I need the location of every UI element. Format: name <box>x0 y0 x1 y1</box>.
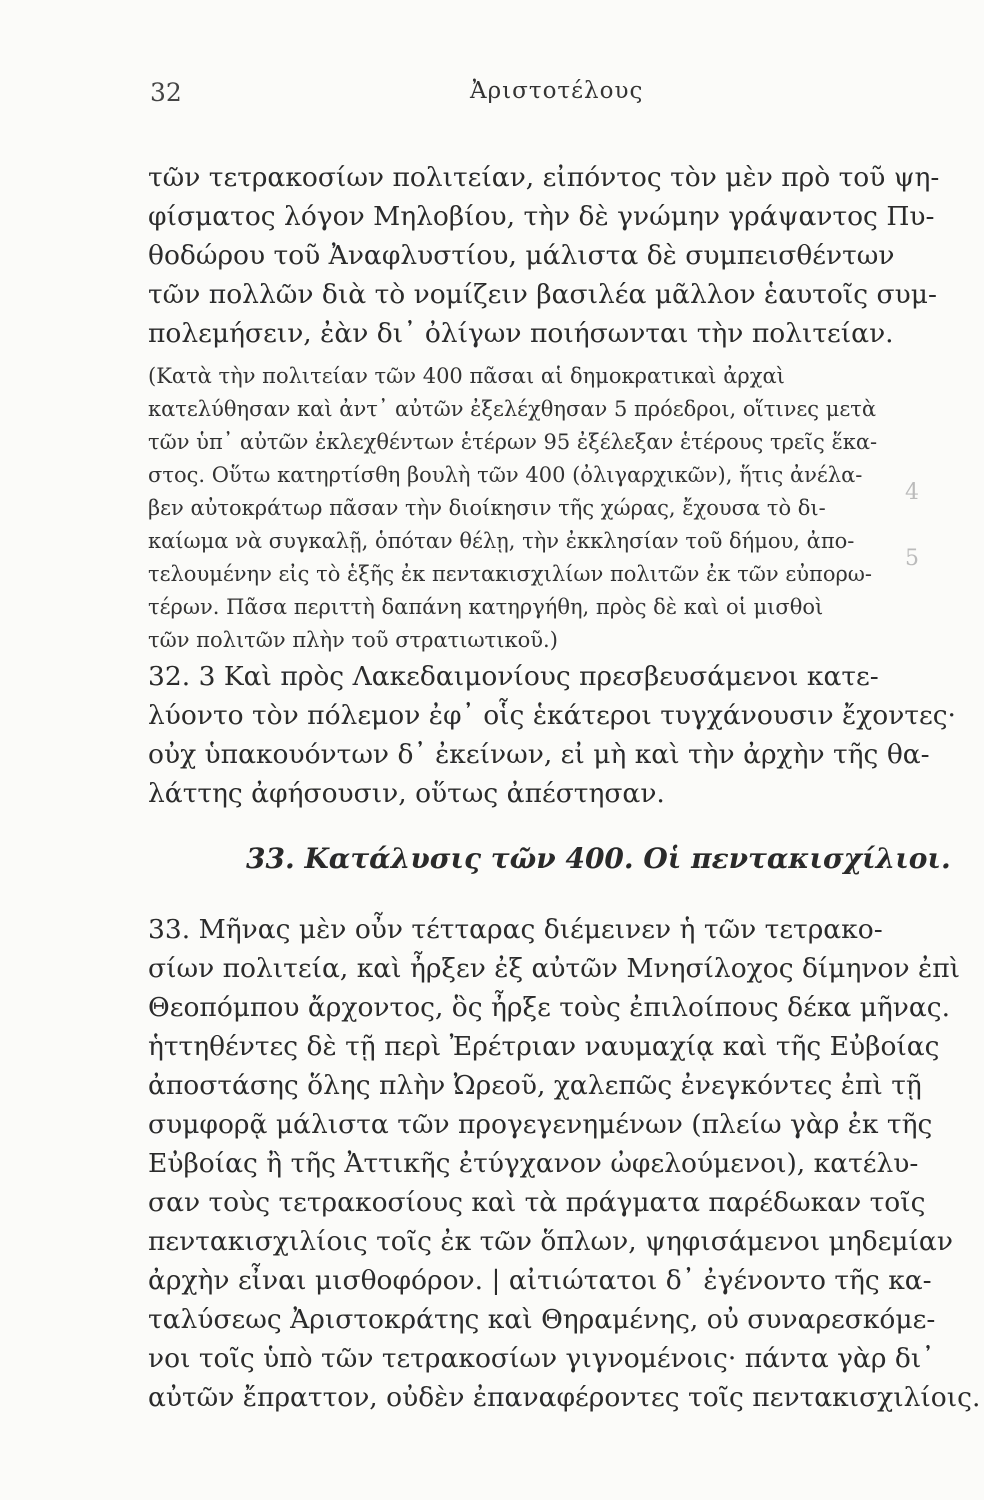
margin-number: 5 <box>905 546 919 571</box>
text-line: νοι τοῖς ὑπὸ τῶν τετρακοσίων γιγνομένοις· πάντα γὰρ δι᾽ <box>148 1343 935 1374</box>
note-line: καίωμα νὰ συγκαλῇ, ὁπόταν θέλῃ, τὴν ἐκκλησίαν τοῦ δήμου, ἀπο- <box>148 529 855 553</box>
text-line: 32. 3 Καὶ πρὸς Λακεδαιμονίους πρεσβευσάμενοι κατε- <box>148 661 879 692</box>
note-line: τῶν πολιτῶν πλὴν τοῦ στρατιωτικοῦ.) <box>148 628 558 652</box>
note-line: τέρων. Πᾶσα περιττὴ δαπάνη κατηργήθη, πρὸς δὲ καὶ οἱ μισθοὶ <box>148 595 824 619</box>
note-line: (Κατὰ τὴν πολιτείαν τῶν 400 πᾶσαι αἱ δημοκρατικαὶ ἀρχαὶ <box>148 364 785 388</box>
text-line: λάττης ἀφήσουσιν, οὕτως ἀπέστησαν. <box>148 778 665 809</box>
text-line: σαν τοὺς τετρακοσίους καὶ τὰ πράγματα παρέδωκαν τοῖς <box>148 1187 926 1218</box>
text-line: Εὐβοίας ἢ τῆς Ἀττικῆς ἐτύγχανον ὠφελούμενοι), κατέλυ- <box>148 1148 919 1179</box>
margin-number: 4 <box>905 480 919 505</box>
note-line: βεν αὐτοκράτωρ πᾶσαν τὴν διοίκησιν τῆς χώρας, ἔχουσα τὸ δι- <box>148 496 826 520</box>
text-line: ἀρχὴν εἶναι μισθοφόρον. | αἰτιώτατοι δ᾽ ἐγένοντο τῆς κα- <box>148 1265 932 1296</box>
text-line: θοδώρου τοῦ Ἀναφλυστίου, μάλιστα δὲ συμπεισθέντων <box>148 240 895 271</box>
text-line: ταλύσεως Ἀριστοκράτης καὶ Θηραμένης, οὐ συναρεσκόμε- <box>148 1304 936 1335</box>
text-line: ἡττηθέντες δὲ τῇ περὶ Ἐρέτριαν ναυμαχίᾳ καὶ τῆς Εὐβοίας <box>148 1031 940 1062</box>
text-line: πεντακισχιλίοις τοῖς ἐκ τῶν ὅπλων, ψηφισάμενοι μηδεμίαν <box>148 1226 953 1257</box>
note-line: τῶν ὑπ᾽ αὐτῶν ἐκλεχθέντων ἑτέρων 95 ἐξέλεξαν ἑτέρους τρεῖς ἕκα- <box>148 430 878 454</box>
section-heading: 33. Κατάλυσις τῶν 400. Οἱ πεντακισχίλιοι. <box>246 842 951 875</box>
page-number: 32 <box>150 78 182 107</box>
note-line: τελουμένην εἰς τὸ ἑξῆς ἐκ πεντακισχιλίων πολιτῶν ἐκ τῶν εὐπορω- <box>148 562 873 586</box>
text-line: αὐτῶν ἔπραττον, οὐδὲν ἐπαναφέροντες τοῖς πεντακισχιλίοις. <box>148 1382 981 1413</box>
note-line: στος. Οὕτω κατηρτίσθη βουλὴ τῶν 400 (ὀλιγαρχικῶν), ἥτις ἀνέλα- <box>148 463 863 487</box>
text-line: σίων πολιτεία, καὶ ἦρξεν ἐξ αὐτῶν Μνησίλοχος δίμηνον ἐπὶ <box>148 953 961 984</box>
text-line: λύοντο τὸν πόλεμον ἐφ᾽ οἷς ἑκάτεροι τυγχάνουσιν ἔχοντες· <box>148 700 956 731</box>
text-line: 33. Μῆνας μὲν οὖν τέτταρας διέμεινεν ἡ τῶν τετρακο- <box>148 914 883 945</box>
text-line: φίσματος λόγον Μηλοβίου, τὴν δὲ γνώμην γράψαντος Πυ- <box>148 201 935 232</box>
text-line: τῶν τετρακοσίων πολιτείαν, εἰπόντος τὸν μὲν πρὸ τοῦ ψη- <box>148 162 940 193</box>
note-line: κατελύθησαν καὶ ἀντ᾽ αὐτῶν ἐξελέχθησαν 5 πρόεδροι, οἵτινες μετὰ <box>148 397 877 421</box>
text-line: συμφορᾷ μάλιστα τῶν προγεγενημένων (πλείω γὰρ ἐκ τῆς <box>148 1109 933 1140</box>
text-line: Θεοπόμπου ἄρχοντος, ὃς ἦρξε τοὺς ἐπιλοίπους δέκα μῆνας. <box>148 992 951 1023</box>
text-line: ἀποστάσης ὅλης πλὴν Ὠρεοῦ, χαλεπῶς ἐνεγκόντες ἐπὶ τῇ <box>148 1070 922 1101</box>
text-line: οὐχ ὑπακουόντων δ᾽ ἐκείνων, εἰ μὴ καὶ τὴν ἀρχὴν τῆς θα- <box>148 739 930 770</box>
page-header <box>150 78 885 118</box>
running-head: Ἀριστοτέλους <box>470 78 644 104</box>
text-line: τῶν πολλῶν διὰ τὸ νομίζειν βασιλέα μᾶλλον ἑαυτοῖς συμ- <box>148 279 937 310</box>
text-line: πολεμήσειν, ἐὰν δι᾽ ὀλίγων ποιήσωνται τὴν πολιτείαν. <box>148 318 894 349</box>
